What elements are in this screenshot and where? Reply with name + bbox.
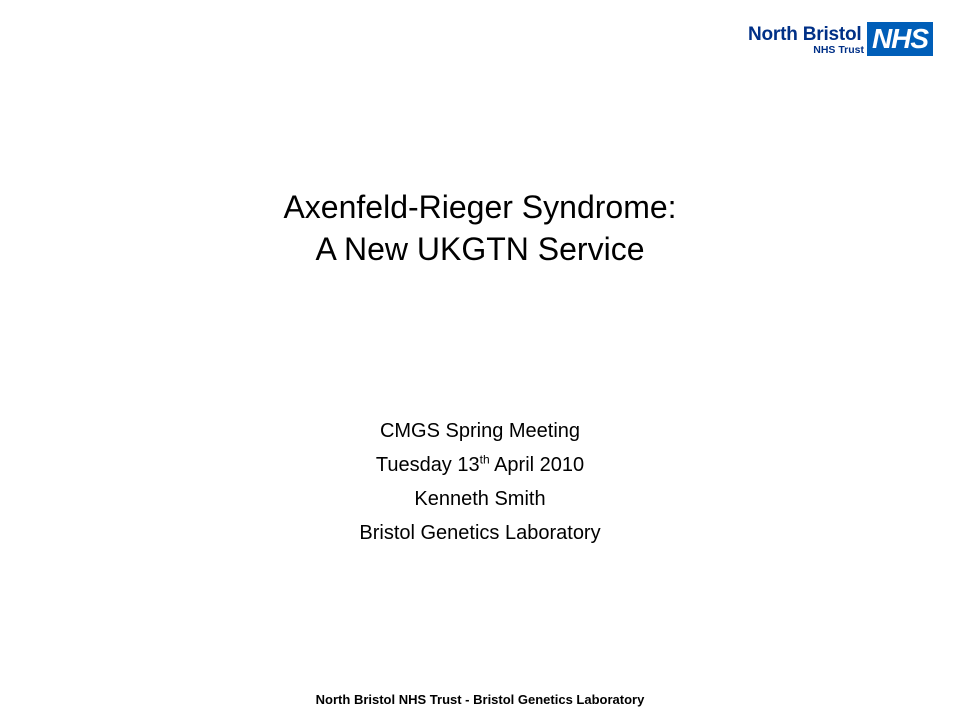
slide-footer: North Bristol NHS Trust - Bristol Genetics Laboratory bbox=[315, 692, 645, 707]
title-line-2: A New UKGTN Service bbox=[315, 231, 645, 267]
date-ordinal: th bbox=[479, 452, 490, 467]
nhs-trust-logo bbox=[744, 22, 934, 56]
affiliation: Bristol Genetics Laboratory bbox=[359, 522, 601, 544]
meeting-name: CMGS Spring Meeting bbox=[379, 420, 581, 442]
date-rest: April 2010 bbox=[489, 454, 585, 476]
logo-trust-label: NHS Trust bbox=[813, 44, 864, 56]
title-line-1: Axenfeld-Rieger Syndrome: bbox=[283, 189, 677, 225]
logo-org-name: North Bristol bbox=[748, 24, 862, 45]
slide-title bbox=[0, 186, 960, 270]
slide-subtitle bbox=[0, 414, 960, 550]
presenter-name: Kenneth Smith bbox=[414, 488, 546, 510]
date-prefix: Tuesday 13 bbox=[375, 454, 480, 476]
meeting-date bbox=[0, 448, 960, 482]
nhs-mark: NHS bbox=[867, 22, 933, 56]
